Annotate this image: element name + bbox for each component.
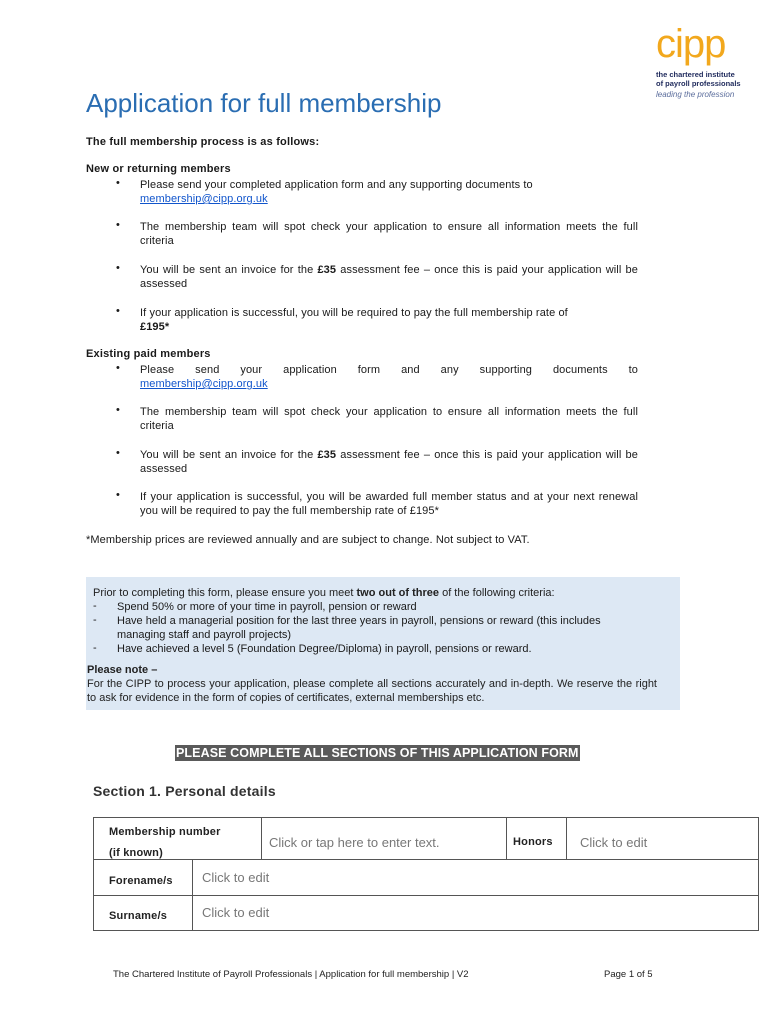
bullet: • <box>116 219 120 231</box>
criteria-emphasis: two out of three <box>356 587 440 599</box>
new-item-4-text: If your application is successful, you will be required to pay the full membership rate of <box>140 307 568 319</box>
existing-item-3-post: assessment fee – once this is paid your application will be assessed <box>140 449 638 475</box>
existing-item-1 <box>140 363 638 377</box>
bullet: • <box>116 305 120 317</box>
criteria-intro-pre: Prior to completing this form, please ensure you meet <box>93 587 357 599</box>
logo-line-2: of payroll professionals <box>656 79 741 88</box>
new-item-3-pre: You will be sent an invoice for the <box>140 264 318 276</box>
new-item-3 <box>140 263 638 291</box>
existing-item-4: If your application is successful, you will be awarded full member status and at your next renewal you will be required to pay the full membership rate of £195* <box>140 491 638 517</box>
col-divider <box>261 818 262 859</box>
cipp-logo <box>650 22 746 102</box>
existing-item-2: The membership team will spot check your application to ensure all information meets the full criteria <box>140 406 638 432</box>
membership-email-link[interactable]: membership@cipp.org.uk <box>140 193 268 205</box>
membership-email-link[interactable]: membership@cipp.org.uk <box>140 378 268 390</box>
new-item-4 <box>140 306 638 334</box>
bullet: • <box>116 262 120 274</box>
criteria-item-3: Have achieved a level 5 (Foundation Degree/Diploma) in payroll, pensions or reward. <box>117 643 532 655</box>
new-item-2: The membership team will spot check your application to ensure all information meets the full criteria <box>140 221 638 247</box>
membership-number-input[interactable]: Click or tap here to enter text. <box>269 835 440 850</box>
dash: - <box>93 600 97 612</box>
col-divider <box>506 818 507 859</box>
page-title: Application for full membership <box>86 88 442 118</box>
existing-item-3-pre: You will be sent an invoice for the <box>140 449 318 461</box>
col-divider <box>192 859 193 931</box>
dash: - <box>93 642 97 654</box>
surname-label: Surname/s <box>109 910 168 922</box>
bullet: • <box>116 447 120 459</box>
membership-rate: £195* <box>140 321 170 333</box>
criteria-item-2: Have held a managerial position for the last three years in payroll, pensions or reward (this includes managing staff and payroll projects) <box>117 615 601 641</box>
process-intro: The full membership process is as follows: <box>86 136 320 148</box>
existing-item-1-text: Please send your application form and any supporting documents to <box>140 364 638 376</box>
existing-item-3 <box>140 448 638 476</box>
forename-label: Forename/s <box>109 875 173 887</box>
col-divider <box>566 818 567 859</box>
note-text: For the CIPP to process your application, please complete all sections accurately and in-depth. We reserve the right to ask for evidence in the form of copies of certificates, external memberships etc. <box>87 678 657 704</box>
criteria-item-1: Spend 50% or more of your time in payroll, pension or reward <box>117 601 417 613</box>
logo-wordmark: cipp <box>656 22 726 66</box>
honors-input[interactable]: Click to edit <box>580 835 648 850</box>
existing-members-heading: Existing paid members <box>86 348 211 360</box>
footer-document-info: The Chartered Institute of Payroll Professionals | Application for full membership | V2 <box>113 969 469 980</box>
logo-tagline: leading the profession <box>656 90 735 99</box>
row-divider <box>94 895 758 896</box>
bullet: • <box>116 177 120 189</box>
membership-number-hint: (if known) <box>109 847 163 859</box>
dash: - <box>93 614 97 626</box>
bullet: • <box>116 489 120 501</box>
bullet: • <box>116 362 120 374</box>
logo-line-1: the chartered institute <box>656 70 735 79</box>
new-members-heading: New or returning members <box>86 163 231 175</box>
existing-item-1-link-row <box>140 377 638 391</box>
honors-label: Honors <box>513 836 553 848</box>
assessment-fee: £35 <box>317 449 337 461</box>
criteria-intro-post: of the following criteria: <box>439 587 555 599</box>
new-item-1 <box>140 178 638 206</box>
row-divider <box>94 859 758 860</box>
surname-input[interactable]: Click to edit <box>202 905 270 920</box>
bullet: • <box>116 404 120 416</box>
footer-page-number: Page 1 of 5 <box>604 969 653 980</box>
criteria-box <box>86 577 680 710</box>
forename-input[interactable]: Click to edit <box>202 870 270 885</box>
section-1-title: Section 1. Personal details <box>93 783 276 799</box>
membership-number-label: Membership number <box>109 826 221 838</box>
new-item-3-post: assessment fee – once this is paid your application will be assessed <box>140 264 638 290</box>
assessment-fee: £35 <box>317 264 337 276</box>
new-item-1-text: Please send your completed application form and any supporting documents to <box>140 179 533 191</box>
note-heading: Please note – <box>87 664 158 676</box>
complete-all-banner: PLEASE COMPLETE ALL SECTIONS OF THIS APPLICATION FORM <box>176 746 579 760</box>
personal-details-table <box>93 817 759 931</box>
criteria-intro <box>93 586 555 600</box>
price-footnote: *Membership prices are reviewed annually and are subject to change. Not subject to VAT. <box>86 534 530 546</box>
